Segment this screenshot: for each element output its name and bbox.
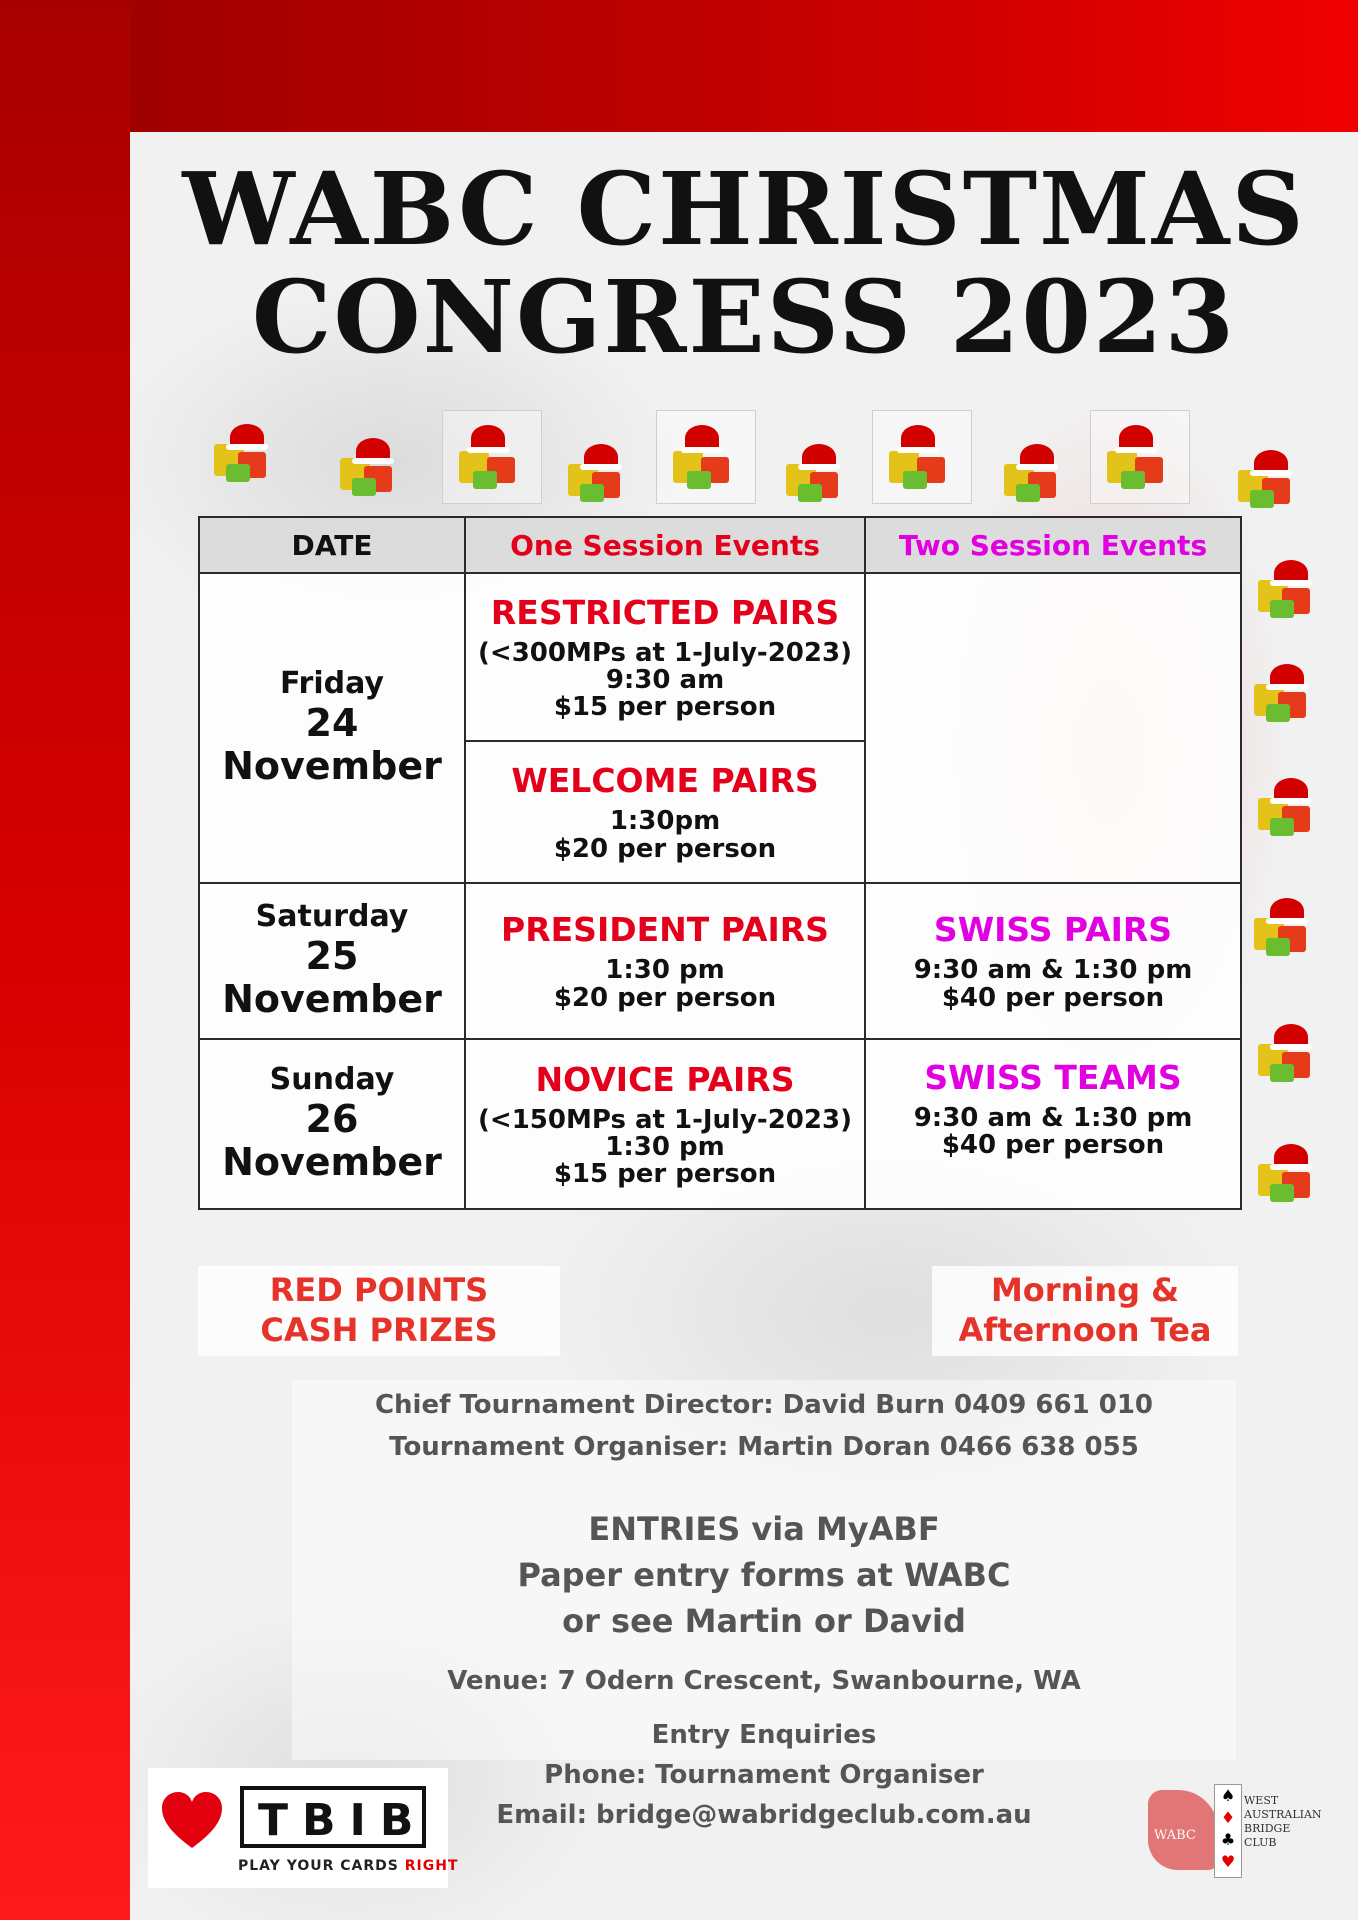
venue: Venue: 7 Odern Crescent, Swanbourne, WA — [447, 1666, 1081, 1696]
gift-icon — [562, 440, 632, 504]
event-name: WELCOME PAIRS — [511, 761, 819, 801]
tbib-wordmark: TBIB — [240, 1786, 426, 1848]
tea-highlight — [932, 1266, 1238, 1356]
gift-icon — [1252, 556, 1322, 620]
gift-icon — [998, 440, 1068, 504]
event-swiss-pairs — [865, 883, 1241, 1039]
event-time: 1:30 pm — [605, 955, 725, 986]
highlight-line: Afternoon Tea — [958, 1311, 1212, 1349]
top-red-border — [0, 0, 1358, 132]
card-suits-icon — [1214, 1784, 1242, 1878]
date-sunday — [199, 1039, 465, 1209]
month: November — [222, 744, 442, 789]
enquiries-email[interactable]: Email: bridge@wabridgeclub.com.au — [496, 1800, 1032, 1830]
club-name-line: CLUB — [1244, 1836, 1277, 1849]
event-price: $15 per person — [553, 1159, 777, 1190]
day-name: Sunday — [269, 1062, 395, 1098]
event-name: SWISS PAIRS — [933, 910, 1173, 950]
table-header-row — [199, 517, 1241, 573]
tbib-sponsor-logo — [148, 1768, 459, 1888]
gift-icon — [1248, 660, 1318, 724]
event-price: $20 per person — [553, 833, 777, 864]
heart-icon: ♥ — [1220, 1852, 1236, 1871]
event-name: SWISS TEAMS — [924, 1058, 1182, 1097]
gift-icon — [208, 420, 278, 484]
month: November — [222, 977, 442, 1022]
entries-line: ENTRIES via MyABF — [588, 1510, 940, 1548]
event-price: $40 per person — [941, 982, 1165, 1013]
gift-icon — [872, 410, 972, 504]
header-two-session: Two Session Events — [865, 517, 1241, 573]
event-price: $20 per person — [553, 982, 777, 1013]
enquiries-phone: Phone: Tournament Organiser — [544, 1760, 984, 1790]
gift-icon — [334, 434, 404, 498]
organiser-contact: Tournament Organiser: Martin Doran 0466 638 055 — [389, 1432, 1139, 1462]
event-price: $15 per person — [553, 692, 777, 723]
table-row — [199, 573, 1241, 741]
club-name-line: AUSTRALIAN — [1244, 1808, 1322, 1821]
header-one-session: One Session Events — [465, 517, 865, 573]
gift-icon — [1090, 410, 1190, 504]
club-full-name — [1244, 1794, 1322, 1850]
event-welcome-pairs — [465, 741, 865, 883]
event-eligibility: (<300MPs at 1-July-2023) — [478, 637, 852, 668]
date-friday — [199, 573, 465, 883]
gift-icon — [1232, 446, 1302, 510]
empty-two-session-cell — [865, 573, 1241, 883]
tagline-main: PLAY YOUR CARDS — [238, 1858, 405, 1874]
date-saturday — [199, 883, 465, 1039]
table-row — [199, 1039, 1241, 1209]
club-name-line: WEST — [1244, 1794, 1279, 1807]
diamond-icon: ♦ — [1220, 1808, 1236, 1827]
event-time: 1:30 pm — [605, 1131, 725, 1162]
event-name: PRESIDENT PAIRS — [501, 910, 829, 950]
day-name: Friday — [279, 666, 384, 702]
gift-icon — [1252, 1140, 1322, 1204]
club-name-line: BRIDGE — [1244, 1822, 1291, 1835]
day-name: Saturday — [255, 899, 409, 935]
gift-icon — [1248, 894, 1318, 958]
day-number: 26 — [305, 1096, 359, 1141]
wabc-club-logo — [1140, 1776, 1340, 1886]
club-icon: ♣ — [1220, 1830, 1236, 1849]
event-president-pairs — [465, 883, 865, 1039]
event-name: RESTRICTED PAIRS — [490, 592, 840, 632]
highlight-line: CASH PRIZES — [260, 1311, 498, 1349]
event-swiss-teams — [865, 1039, 1241, 1209]
event-time: 9:30 am & 1:30 pm — [913, 1103, 1193, 1133]
club-short-name: WABC — [1154, 1828, 1196, 1843]
event-eligibility: (<150MPs at 1-July-2023) — [478, 1104, 852, 1135]
event-novice-pairs — [465, 1039, 865, 1209]
event-time: 9:30 am — [605, 664, 725, 695]
event-price: $40 per person — [941, 1130, 1165, 1161]
gift-icon — [780, 440, 850, 504]
entries-line: Paper entry forms at WABC — [517, 1556, 1011, 1594]
day-number: 24 — [305, 700, 359, 745]
header-date: DATE — [199, 517, 465, 573]
highlight-line: RED POINTS — [269, 1271, 489, 1309]
event-time: 9:30 am & 1:30 pm — [913, 955, 1193, 986]
spade-icon: ♠ — [1220, 1786, 1236, 1805]
entries-line: or see Martin or David — [562, 1602, 966, 1640]
director-contact: Chief Tournament Director: David Burn 0409 661 010 — [374, 1390, 1154, 1420]
left-red-border — [0, 0, 130, 1920]
enquiries-title: Entry Enquiries — [651, 1720, 877, 1750]
australia-map-icon — [1148, 1790, 1218, 1870]
red-points-highlight — [198, 1266, 560, 1356]
gift-icon — [656, 410, 756, 504]
title-line-1: WABC CHRISTMAS — [182, 150, 1306, 268]
event-restricted-pairs — [465, 573, 865, 741]
event-time: 1:30pm — [609, 806, 721, 837]
month: November — [222, 1140, 442, 1185]
heart-icon — [160, 1790, 224, 1854]
gift-icon — [442, 410, 542, 504]
tbib-tagline — [238, 1858, 458, 1874]
tagline-red: RIGHT — [404, 1858, 459, 1874]
event-name: NOVICE PAIRS — [535, 1059, 795, 1099]
table-row — [199, 883, 1241, 1039]
gift-icon — [1252, 774, 1322, 838]
gift-icon — [1252, 1020, 1322, 1084]
schedule-table — [198, 516, 1242, 1210]
title-line-2: CONGRESS 2023 — [251, 258, 1237, 376]
highlight-line: Morning & — [990, 1271, 1180, 1309]
day-number: 25 — [305, 933, 359, 978]
